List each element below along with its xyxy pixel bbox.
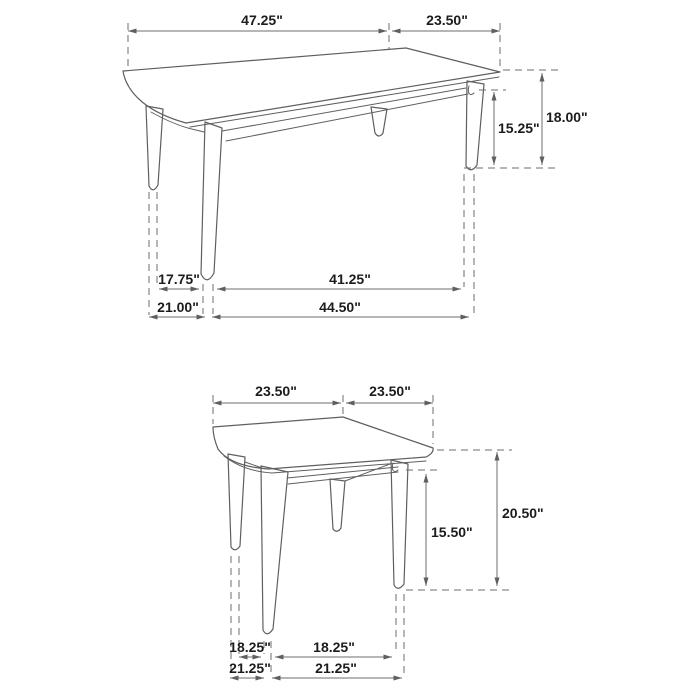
- endtable-leg-inset-label: 18.25": [229, 639, 271, 655]
- coffee-front-right-leg: [466, 81, 484, 170]
- coffee-top-depth-label: 23.50": [426, 12, 468, 28]
- endtable-front-left-leg: [261, 466, 288, 634]
- coffee-total-height-label: 18.00": [546, 109, 588, 125]
- end-table-drawing: [213, 383, 544, 678]
- coffee-front-left-leg: [201, 122, 222, 280]
- endtable-apron-height-label: 15.50": [431, 524, 473, 540]
- coffee-top-width-label: 47.25": [241, 12, 283, 28]
- endtable-base-width-label: 21.25": [315, 660, 357, 676]
- coffee-base-depth-label: 21.00": [157, 299, 199, 315]
- coffee-leg-hook: [468, 86, 474, 95]
- endtable-back-right-leg: [330, 479, 345, 531]
- endtable-back-left-leg: [228, 454, 245, 550]
- endtable-top-depth-label: 23.50": [369, 383, 411, 399]
- coffee-back-left-leg: [146, 106, 163, 190]
- endtable-leg-span-label: 18.25": [313, 639, 355, 655]
- endtable-top-width-label: 23.50": [255, 383, 297, 399]
- endtable-base-depth-label: 21.25": [229, 660, 271, 676]
- endtable-dimension-lines: [213, 403, 497, 678]
- coffee-leg-span-label: 41.25": [329, 271, 371, 287]
- coffee-leg-inset-label: 17.75": [158, 271, 200, 287]
- endtable-front-right-leg: [391, 460, 408, 588]
- endtable-total-height-label: 20.50": [502, 505, 544, 521]
- coffee-base-width-label: 44.50": [319, 299, 361, 315]
- coffee-tabletop-edge: [151, 77, 499, 132]
- coffee-table-drawing: [123, 12, 588, 317]
- endtable-tabletop: [213, 417, 433, 469]
- coffee-apron-height-label: 15.25": [498, 120, 540, 136]
- coffee-apron: [222, 88, 468, 141]
